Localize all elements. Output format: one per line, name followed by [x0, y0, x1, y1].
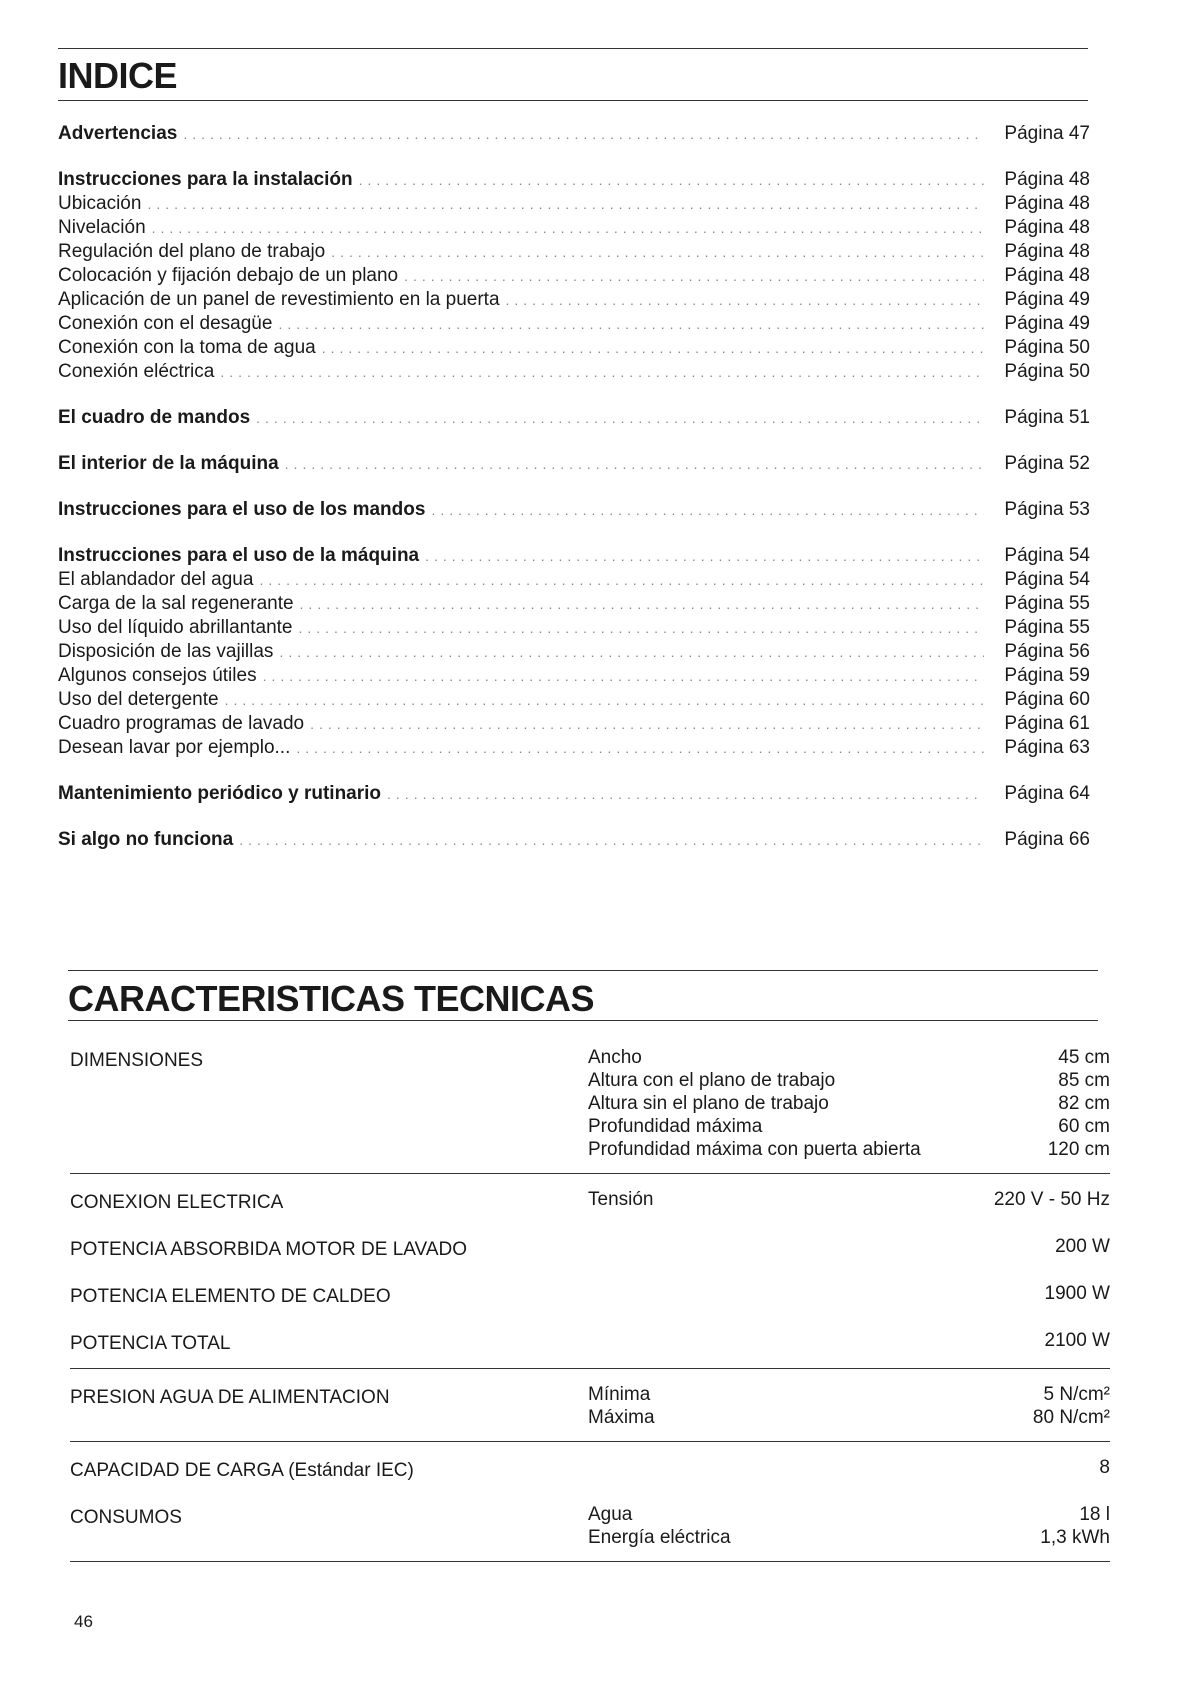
- specs-title: CARACTERISTICAS TECNICAS: [68, 978, 595, 1019]
- toc-subentry: [58, 264, 1090, 288]
- toc-entry-page: Página 50: [1004, 337, 1090, 358]
- spec-spacer: [70, 1215, 1110, 1235]
- spec-row: [70, 1456, 1110, 1483]
- spec-item-name: Máxima: [588, 1407, 655, 1428]
- spec-divider: [70, 1173, 1110, 1174]
- toc-entry-page: Página 51: [1004, 407, 1090, 428]
- toc-entry-label: Advertencias: [58, 123, 178, 144]
- spec-item-name: Mínima: [588, 1384, 651, 1405]
- toc-group: [58, 498, 1090, 522]
- spec-details: [588, 1282, 1110, 1305]
- toc-dot-leader: [431, 498, 984, 522]
- toc-dot-leader: [278, 312, 984, 336]
- toc-entry-page: Página 47: [1004, 123, 1090, 144]
- toc-entry-label: Nivelación: [58, 217, 146, 238]
- toc-dot-leader: [279, 640, 984, 664]
- toc-entry-page: Página 55: [1004, 593, 1090, 614]
- toc-dot-leader: [285, 452, 984, 476]
- spec-details: [588, 1456, 1110, 1479]
- toc-group: [58, 452, 1090, 476]
- toc-entry-page: Página 48: [1004, 169, 1090, 190]
- spec-details: [588, 1046, 1110, 1161]
- spec-line: [588, 1329, 1110, 1352]
- toc-section-entry: [58, 498, 1090, 522]
- toc-dot-leader: [152, 216, 984, 240]
- spec-divider: [70, 1368, 1110, 1369]
- spec-line: [588, 1188, 1110, 1211]
- spec-line: [588, 1406, 1110, 1429]
- toc-subentry: [58, 216, 1090, 240]
- specs-bottom-rule: [68, 1020, 1098, 1021]
- spec-item-name: Ancho: [588, 1047, 642, 1068]
- toc-entry-label: Ubicación: [58, 193, 142, 214]
- toc-entry-label: El interior de la máquina: [58, 453, 279, 474]
- toc-section-entry: [58, 452, 1090, 476]
- spec-item-value: 220 V - 50 Hz: [993, 1189, 1110, 1210]
- spec-row: [70, 1503, 1110, 1549]
- spec-label: POTENCIA ABSORBIDA MOTOR DE LAVADO: [70, 1239, 467, 1260]
- spec-item-value: 80 N/cm²: [1032, 1407, 1110, 1428]
- spec-label: POTENCIA ELEMENTO DE CALDEO: [70, 1286, 391, 1307]
- toc-dot-leader: [310, 712, 984, 736]
- spec-spacer: [70, 1309, 1110, 1329]
- spec-divider: [70, 1441, 1110, 1442]
- toc-section-entry: [58, 782, 1090, 806]
- toc-entry-label: Colocación y fijación debajo de un plano: [58, 265, 399, 286]
- spec-label: CAPACIDAD DE CARGA (Estándar IEC): [70, 1460, 414, 1481]
- spec-item-value: 8: [1099, 1457, 1110, 1478]
- spec-item-value: 1,3 kWh: [1040, 1527, 1110, 1548]
- toc-entry-page: Página 56: [1004, 641, 1090, 662]
- spec-item-value: 60 cm: [1058, 1116, 1110, 1137]
- spec-item-value: 85 cm: [1058, 1070, 1110, 1091]
- indice-title: INDICE: [58, 55, 178, 96]
- spec-line: [588, 1115, 1110, 1138]
- spec-row: [70, 1046, 1110, 1161]
- toc-dot-leader: [239, 828, 984, 852]
- spec-item-name: Altura sin el plano de trabajo: [588, 1093, 829, 1114]
- toc-entry-label: Mantenimiento periódico y rutinario: [58, 783, 382, 804]
- toc-entry-label: Uso del líquido abrillantante: [58, 617, 293, 638]
- toc-section-entry: [58, 122, 1090, 146]
- toc-entry-label: Conexión eléctrica: [58, 361, 215, 382]
- spec-item-value: 45 cm: [1058, 1047, 1110, 1068]
- toc-entry-page: Página 60: [1004, 689, 1090, 710]
- spec-label: POTENCIA TOTAL: [70, 1333, 231, 1354]
- toc-dot-leader: [404, 264, 984, 288]
- spec-details: [588, 1188, 1110, 1211]
- toc-subentry: [58, 288, 1090, 312]
- spec-item-name: Energía eléctrica: [588, 1527, 731, 1548]
- toc-subentry: [58, 360, 1090, 384]
- toc-entry-label: Uso del detergente: [58, 689, 219, 710]
- toc-group: [58, 544, 1090, 760]
- toc-dot-leader: [425, 544, 984, 568]
- toc-section-entry: [58, 168, 1090, 192]
- toc-dot-leader: [331, 240, 984, 264]
- spec-line: [588, 1092, 1110, 1115]
- toc-subentry: [58, 736, 1090, 760]
- spec-item-value: 2100 W: [1044, 1330, 1110, 1351]
- toc-entry-label: Instrucciones para el uso de la máquina: [58, 545, 420, 566]
- spec-label: CONSUMOS: [70, 1507, 182, 1528]
- toc-entry-page: Página 54: [1004, 545, 1090, 566]
- spec-item-name: Tensión: [588, 1189, 654, 1210]
- toc-entry-label: Aplicación de un panel de revestimiento en la puerta: [58, 289, 500, 310]
- toc-subentry: [58, 192, 1090, 216]
- toc-entry-label: Si algo no funciona: [58, 829, 234, 850]
- toc-dot-leader: [263, 664, 984, 688]
- spec-row: [70, 1235, 1110, 1262]
- toc-entry-page: Página 49: [1004, 313, 1090, 334]
- spec-line: [588, 1503, 1110, 1526]
- toc-entry-page: Página 48: [1004, 265, 1090, 286]
- toc-dot-leader: [256, 406, 984, 430]
- toc-subentry: [58, 640, 1090, 664]
- spec-line: [588, 1235, 1110, 1258]
- toc-subentry: [58, 312, 1090, 336]
- toc-subentry: [58, 616, 1090, 640]
- toc-entry-label: Desean lavar por ejemplo...: [58, 737, 291, 758]
- toc-entry-page: Página 54: [1004, 569, 1090, 590]
- toc-dot-leader: [300, 592, 984, 616]
- toc-entry-label: Conexión con la toma de agua: [58, 337, 316, 358]
- spec-line: [588, 1138, 1110, 1161]
- spec-line: [588, 1282, 1110, 1305]
- spec-divider: [70, 1561, 1110, 1562]
- spec-item-value: 120 cm: [1047, 1139, 1110, 1160]
- toc-dot-leader: [506, 288, 984, 312]
- toc-entry-page: Página 48: [1004, 217, 1090, 238]
- toc-entry-page: Página 50: [1004, 361, 1090, 382]
- toc-subentry: [58, 592, 1090, 616]
- indice-top-rule: [58, 48, 1088, 49]
- toc-entry-page: Página 64: [1004, 783, 1090, 804]
- spec-line: [588, 1383, 1110, 1406]
- toc-entry-page: Página 66: [1004, 829, 1090, 850]
- indice-bottom-rule: [58, 100, 1088, 101]
- spec-spacer: [70, 1483, 1110, 1503]
- spec-row: [70, 1329, 1110, 1356]
- toc-dot-leader: [299, 616, 985, 640]
- toc-subentry: [58, 568, 1090, 592]
- spec-details: [588, 1503, 1110, 1549]
- toc-group: [58, 168, 1090, 384]
- spec-details: [588, 1329, 1110, 1352]
- spec-row: [70, 1282, 1110, 1309]
- toc-entry-label: Carga de la sal regenerante: [58, 593, 294, 614]
- spec-item-name: Profundidad máxima con puerta abierta: [588, 1139, 921, 1160]
- spec-row: [70, 1188, 1110, 1215]
- spec-line: [588, 1046, 1110, 1069]
- toc-entry-page: Página 48: [1004, 193, 1090, 214]
- toc-subentry: [58, 688, 1090, 712]
- toc-dot-leader: [147, 192, 984, 216]
- spec-line: [588, 1526, 1110, 1549]
- table-of-contents: [58, 122, 1090, 874]
- spec-item-name: Agua: [588, 1504, 633, 1525]
- toc-subentry: [58, 664, 1090, 688]
- toc-dot-leader: [225, 688, 984, 712]
- toc-entry-label: El cuadro de mandos: [58, 407, 251, 428]
- toc-dot-leader: [220, 360, 984, 384]
- spec-spacer: [70, 1262, 1110, 1282]
- toc-entry-label: Algunos consejos útiles: [58, 665, 257, 686]
- spec-label: DIMENSIONES: [70, 1050, 204, 1071]
- toc-entry-page: Página 52: [1004, 453, 1090, 474]
- toc-entry-page: Página 49: [1004, 289, 1090, 310]
- toc-group: [58, 828, 1090, 852]
- spec-item-name: Profundidad máxima: [588, 1116, 763, 1137]
- toc-group: [58, 782, 1090, 806]
- toc-dot-leader: [359, 168, 984, 192]
- toc-entry-label: Instrucciones para el uso de los mandos: [58, 499, 426, 520]
- spec-details: [588, 1235, 1110, 1258]
- spec-item-value: 82 cm: [1058, 1093, 1110, 1114]
- spec-item-value: 200 W: [1055, 1236, 1110, 1257]
- spec-item-value: 1900 W: [1044, 1283, 1110, 1304]
- toc-entry-page: Página 59: [1004, 665, 1090, 686]
- toc-group: [58, 122, 1090, 146]
- toc-entry-label: Conexión con el desagüe: [58, 313, 273, 334]
- toc-subentry: [58, 712, 1090, 736]
- spec-item-value: 18 l: [1079, 1504, 1110, 1525]
- toc-dot-leader: [183, 122, 984, 146]
- toc-entry-page: Página 61: [1004, 713, 1090, 734]
- toc-section-entry: [58, 406, 1090, 430]
- spec-label: CONEXION ELECTRICA: [70, 1192, 284, 1213]
- toc-entry-page: Página 53: [1004, 499, 1090, 520]
- technical-specs-table: [70, 1046, 1110, 1576]
- toc-group: [58, 406, 1090, 430]
- spec-item-value: 5 N/cm²: [1043, 1384, 1110, 1405]
- toc-entry-page: Página 63: [1004, 737, 1090, 758]
- toc-subentry: [58, 336, 1090, 360]
- toc-dot-leader: [259, 568, 984, 592]
- toc-entry-page: Página 48: [1004, 241, 1090, 262]
- toc-dot-leader: [387, 782, 984, 806]
- spec-line: [588, 1069, 1110, 1092]
- toc-section-entry: [58, 544, 1090, 568]
- toc-entry-label: Disposición de las vajillas: [58, 641, 274, 662]
- spec-line: [588, 1456, 1110, 1479]
- toc-dot-leader: [296, 736, 984, 760]
- spec-item-name: Altura con el plano de trabajo: [588, 1070, 836, 1091]
- toc-entry-label: Cuadro programas de lavado: [58, 713, 305, 734]
- spec-label: PRESION AGUA DE ALIMENTACION: [70, 1387, 390, 1408]
- page-number: 46: [74, 1612, 93, 1631]
- specs-top-rule: [68, 970, 1098, 971]
- toc-section-entry: [58, 828, 1090, 852]
- toc-entry-label: Instrucciones para la instalación: [58, 169, 353, 190]
- toc-dot-leader: [322, 336, 984, 360]
- spec-row: [70, 1383, 1110, 1429]
- toc-entry-label: El ablandador del agua: [58, 569, 254, 590]
- toc-entry-page: Página 55: [1004, 617, 1090, 638]
- spec-details: [588, 1383, 1110, 1429]
- toc-subentry: [58, 240, 1090, 264]
- toc-entry-label: Regulación del plano de trabajo: [58, 241, 326, 262]
